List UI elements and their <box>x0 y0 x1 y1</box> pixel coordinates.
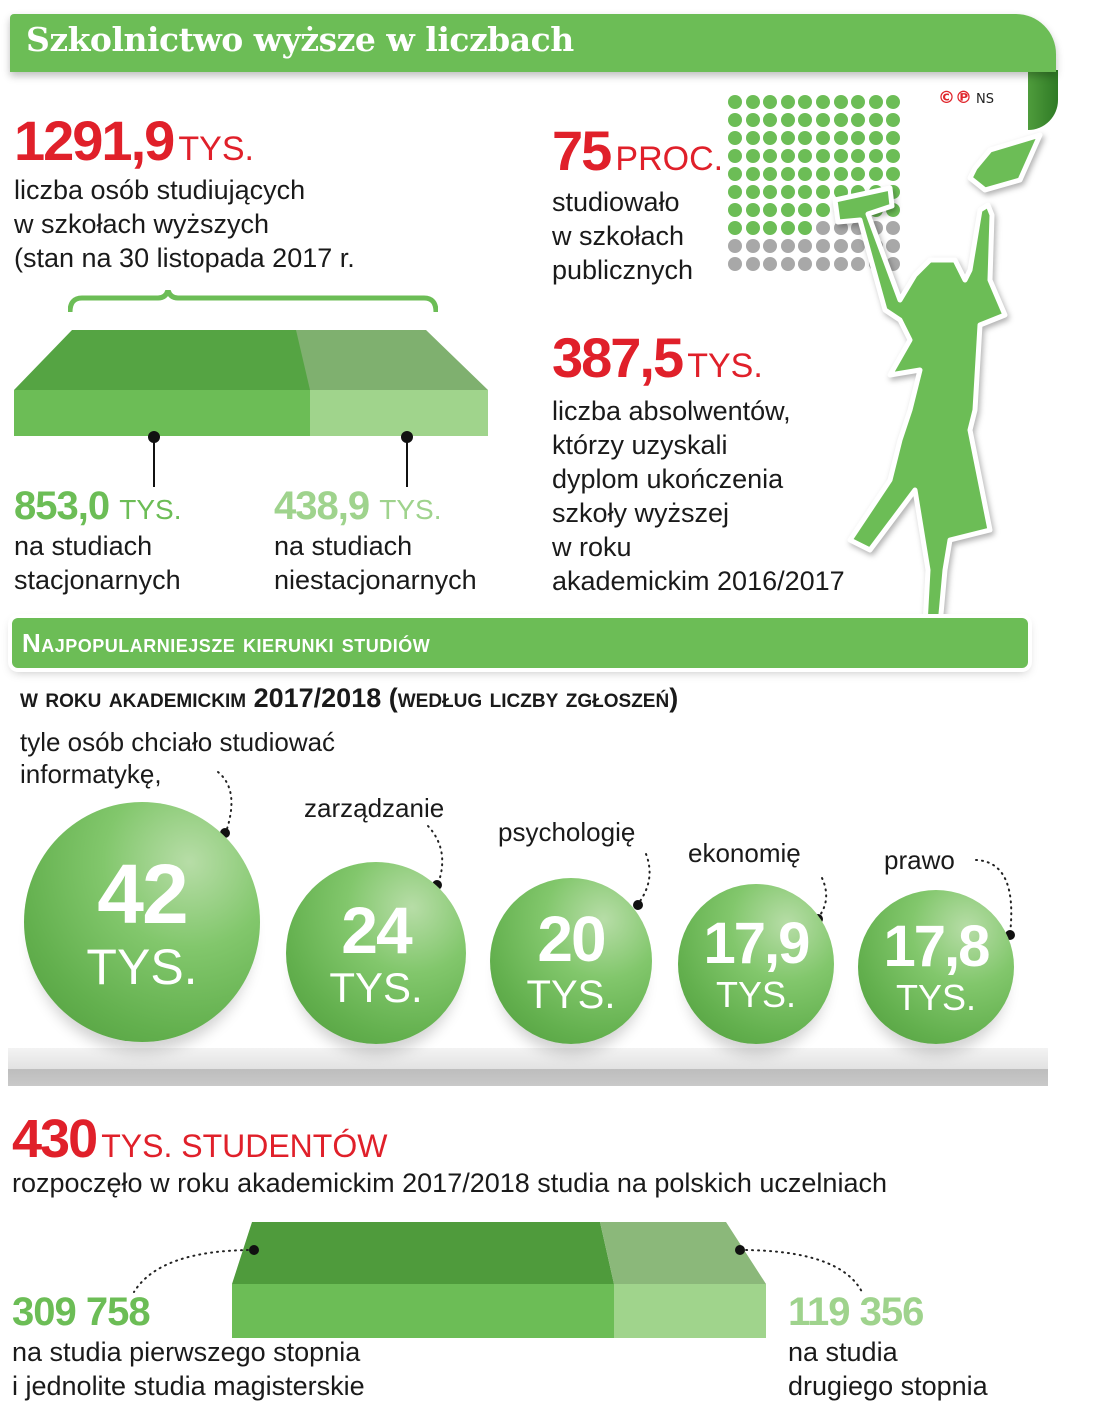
graduates-value: 387,5 <box>552 326 683 389</box>
waffle-dot <box>763 131 777 145</box>
waffle-dot <box>728 221 742 235</box>
public-share-stat: 75 PROC. studiowało w szkołach publicznych <box>552 119 724 285</box>
graduates-unit: TYS. <box>687 347 763 385</box>
first-cycle-stat: 309 758 na studia pierwszego stopnia i jednolite studia magisterskie <box>12 1290 365 1401</box>
public-share-unit: PROC. <box>615 140 724 178</box>
waffle-dot <box>798 185 812 199</box>
bubble-ekonomia: 17,9 TYS. <box>678 884 834 1044</box>
bubble-informatyka: 42 TYS. <box>24 802 260 1042</box>
waffle-dot <box>763 257 777 271</box>
section2-subtitle: w roku akademickim 2017/2018 (według liczby zgłoszeń) <box>20 683 679 713</box>
waffle-dot <box>869 95 883 109</box>
waffle-dot <box>798 167 812 181</box>
waffle-dot <box>834 95 848 109</box>
author-credit: NS <box>976 92 994 107</box>
waffle-dot <box>798 113 812 127</box>
bubble-prawo: 17,8 TYS. <box>858 890 1014 1044</box>
bubble-label-zarzadzanie: zarządzanie <box>304 793 445 823</box>
stationary-stat: 853,0 TYS. na studiach stacjonarnych <box>14 484 182 595</box>
waffle-dot <box>746 167 760 181</box>
waffle-dot <box>798 239 812 253</box>
waffle-dot <box>798 203 812 217</box>
waffle-dot <box>746 239 760 253</box>
waffle-dot <box>763 221 777 235</box>
waffle-dot <box>746 113 760 127</box>
waffle-dot <box>763 95 777 109</box>
mode-split-bar <box>14 328 488 438</box>
waffle-dot <box>816 239 830 253</box>
waffle-dot <box>816 95 830 109</box>
waffle-dot <box>728 113 742 127</box>
public-share-value: 75 <box>552 119 611 182</box>
new-students-value: 430 <box>12 1109 97 1169</box>
waffle-dot <box>728 239 742 253</box>
bubble-label-ekonomia: ekonomię <box>688 838 801 868</box>
waffle-dot <box>798 149 812 163</box>
waffle-dot <box>746 257 760 271</box>
bubble-label-prawo: prawo <box>884 845 955 875</box>
waffle-dot <box>728 95 742 109</box>
waffle-dot <box>728 203 742 217</box>
waffle-dot <box>763 203 777 217</box>
copyright-mark <box>938 88 994 108</box>
waffle-dot <box>816 149 830 163</box>
waffle-dot <box>763 113 777 127</box>
waffle-dot <box>781 149 795 163</box>
waffle-dot <box>728 257 742 271</box>
waffle-dot <box>781 95 795 109</box>
waffle-dot <box>728 185 742 199</box>
non-stationary-stat: 438,9 TYS. na studiach niestacjonarnych <box>274 484 477 595</box>
waffle-dot <box>763 185 777 199</box>
students-total-unit: TYS. <box>178 130 254 168</box>
waffle-dot <box>728 131 742 145</box>
waffle-dot <box>728 149 742 163</box>
students-total-desc: liczba osób studiujących w szkołach wyższych (stan na 30 listopada 2017 r. <box>14 175 355 273</box>
waffle-dot <box>781 113 795 127</box>
new-students-stat <box>12 1108 387 1170</box>
students-total-value: 1291,9 <box>14 109 174 172</box>
waffle-dot <box>816 167 830 181</box>
bubble-intro: tyle osób chciało studiować informatykę, <box>20 727 336 789</box>
waffle-dot <box>816 185 830 199</box>
bubble-psychologia: 20 TYS. <box>490 878 652 1044</box>
leader-line <box>406 437 408 487</box>
graduate-silhouette-icon <box>830 110 1060 640</box>
brace-icon <box>68 290 438 314</box>
waffle-dot <box>816 131 830 145</box>
stationary-value: 853,0 <box>14 484 110 528</box>
non-stationary-value: 438,9 <box>274 484 370 528</box>
waffle-dot <box>763 149 777 163</box>
waffle-dot <box>816 257 830 271</box>
waffle-dot <box>798 221 812 235</box>
page-title: Szkolnictwo wyższe w liczbach <box>26 20 574 59</box>
second-cycle-stat: 119 356 na studia drugiego stopnia <box>788 1290 988 1401</box>
new-students-unit: TYS. STUDENTÓW <box>101 1128 388 1164</box>
waffle-dot <box>781 167 795 181</box>
waffle-dot <box>746 95 760 109</box>
graduates-stat: 387,5 TYS. liczba absolwentów, którzy uzyskali dyplom ukończenia szkoły wyższej w roku akademickim 2016/2017 <box>552 326 845 596</box>
waffle-dot <box>798 95 812 109</box>
new-students-desc: rozpoczęło w roku akademickim 2017/2018 studia na polskich uczelniach <box>12 1168 887 1198</box>
bubble-label-psychologia: psychologię <box>498 817 636 847</box>
waffle-dot <box>781 185 795 199</box>
waffle-dot <box>763 167 777 181</box>
waffle-dot <box>781 221 795 235</box>
waffle-dot <box>746 131 760 145</box>
bubble-shelf <box>8 1048 1048 1086</box>
waffle-dot <box>781 131 795 145</box>
first-cycle-value: 309 758 <box>12 1290 150 1334</box>
waffle-dot <box>816 113 830 127</box>
waffle-dot <box>763 239 777 253</box>
waffle-dot <box>816 221 830 235</box>
waffle-dot <box>798 131 812 145</box>
second-cycle-value: 119 356 <box>788 1290 924 1334</box>
waffle-dot <box>781 239 795 253</box>
waffle-dot <box>851 95 865 109</box>
students-total-stat <box>14 108 355 275</box>
waffle-dot <box>886 95 900 109</box>
waffle-dot <box>781 257 795 271</box>
waffle-dot <box>746 149 760 163</box>
waffle-dot <box>746 203 760 217</box>
waffle-dot <box>798 257 812 271</box>
waffle-dot <box>781 203 795 217</box>
leader-line <box>153 437 155 487</box>
waffle-dot <box>746 185 760 199</box>
waffle-dot <box>816 203 830 217</box>
waffle-dot <box>746 221 760 235</box>
bubble-zarzadzanie: 24 TYS. <box>286 862 466 1044</box>
copyright-icon: ©℗ <box>938 88 972 108</box>
waffle-dot <box>728 167 742 181</box>
section2-title: Najpopularniejsze kierunki studiów <box>22 628 431 658</box>
